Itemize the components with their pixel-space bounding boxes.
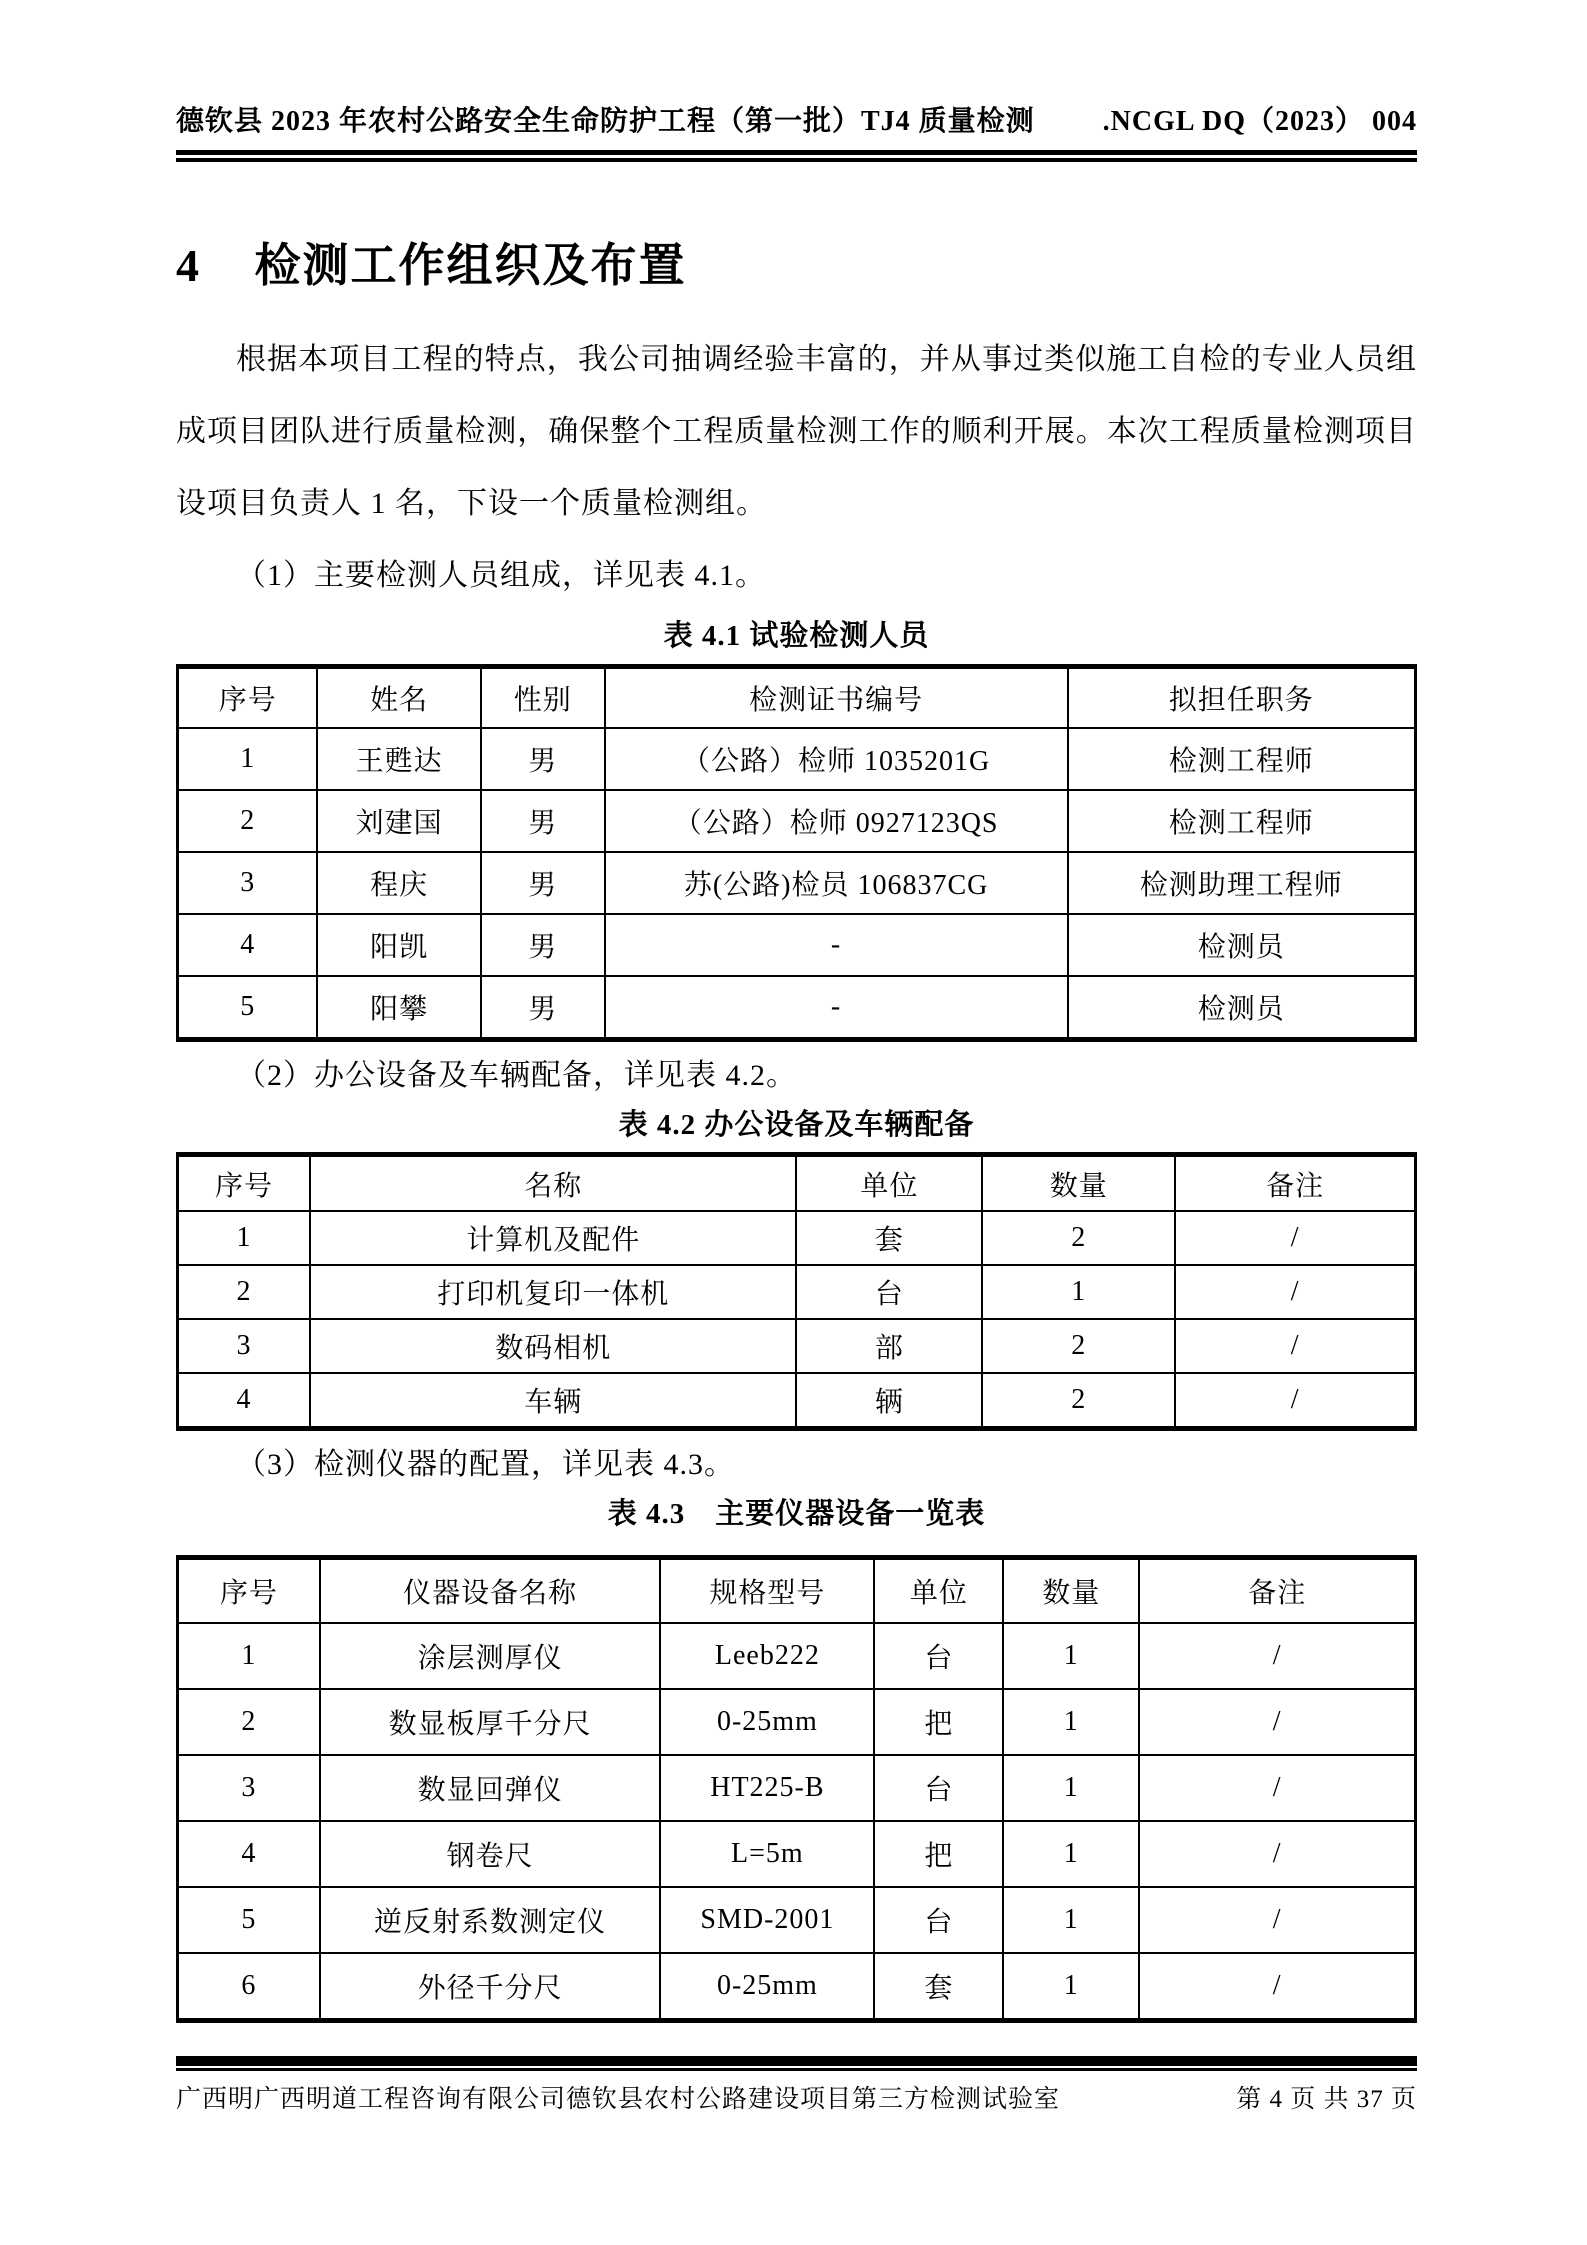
table-cell: 计算机及配件 xyxy=(310,1211,797,1265)
section-number: 4 xyxy=(176,240,199,291)
table-cell: 2 xyxy=(178,1689,320,1755)
table-cell: 程庆 xyxy=(317,852,480,914)
table-cell: 部 xyxy=(796,1319,982,1373)
table-cell: 1 xyxy=(1003,1689,1139,1755)
table-cell: 6 xyxy=(178,1953,320,2021)
header-rule-top xyxy=(176,150,1417,155)
table-cell: （公路）检师 1035201G xyxy=(605,728,1068,790)
table-cell: 男 xyxy=(481,728,605,790)
column-header: 单位 xyxy=(874,1558,1003,1624)
table-cell: - xyxy=(605,914,1068,976)
footer-line xyxy=(176,2083,1417,2117)
column-header: 规格型号 xyxy=(660,1558,874,1624)
column-header: 数量 xyxy=(982,1155,1175,1212)
table-4-2-caption: 表 4.2 办公设备及车辆配备 xyxy=(618,1109,975,1141)
table-office-equipment xyxy=(176,1152,1417,1431)
table-cell: 数显板厚千分尺 xyxy=(320,1689,660,1755)
footer-rule-thin xyxy=(176,2068,1417,2071)
table-cell: / xyxy=(1175,1211,1415,1265)
table-row xyxy=(178,1755,1416,1821)
table-cell: 打印机复印一体机 xyxy=(310,1265,797,1319)
table-cell: 1 xyxy=(1003,1821,1139,1887)
table-cell: 台 xyxy=(874,1623,1003,1689)
table-cell: 1 xyxy=(1003,1755,1139,1821)
table-row xyxy=(178,1265,1416,1319)
table-row xyxy=(178,728,1416,790)
table-cell: SMD-2001 xyxy=(660,1887,874,1953)
column-header: 仪器设备名称 xyxy=(320,1558,660,1624)
table-cell: 台 xyxy=(874,1887,1003,1953)
table-header-row xyxy=(178,667,1416,729)
table-cell: 2 xyxy=(178,1265,310,1319)
table-cell: 套 xyxy=(796,1211,982,1265)
table-cell: 1 xyxy=(1003,1887,1139,1953)
table-cell: （公路）检师 0927123QS xyxy=(605,790,1068,852)
table-row xyxy=(178,852,1416,914)
header-doc-number: .NCGL DQ（2023） 004 xyxy=(1102,106,1417,137)
table-cell: / xyxy=(1175,1373,1415,1429)
column-header: 序号 xyxy=(178,667,318,729)
table-cell: 4 xyxy=(178,1373,310,1429)
table-cell: 钢卷尺 xyxy=(320,1821,660,1887)
header-project-title: 德钦县 2023 年农村公路安全生命防护工程（第一批）TJ4 质量检测 xyxy=(176,106,1035,137)
table-cell: 0-25mm xyxy=(660,1953,874,2021)
column-header: 性别 xyxy=(481,667,605,729)
table-cell: 辆 xyxy=(796,1373,982,1429)
table-row xyxy=(178,1821,1416,1887)
table-cell: / xyxy=(1139,1887,1415,1953)
table-4-3-caption: 表 4.3 主要仪器设备一览表 xyxy=(607,1498,986,1530)
table-cell: 检测员 xyxy=(1068,914,1416,976)
table-cell: 1 xyxy=(1003,1623,1139,1689)
table-cell: 王甦达 xyxy=(317,728,480,790)
table-cell: 阳凯 xyxy=(317,914,480,976)
column-header: 序号 xyxy=(178,1155,310,1212)
page-footer xyxy=(176,2056,1417,2117)
table-cell: 2 xyxy=(178,790,318,852)
column-header: 单位 xyxy=(796,1155,982,1212)
table-cell: 5 xyxy=(178,1887,320,1953)
table-cell: 男 xyxy=(481,790,605,852)
table-row xyxy=(178,914,1416,976)
table-cell: L=5m xyxy=(660,1821,874,1887)
table-cell: 数码相机 xyxy=(310,1319,797,1373)
table-cell: / xyxy=(1139,1689,1415,1755)
table-cell: HT225-B xyxy=(660,1755,874,1821)
table-row xyxy=(178,790,1416,852)
column-header: 序号 xyxy=(178,1558,320,1624)
table-cell: 4 xyxy=(178,914,318,976)
page-header xyxy=(176,104,1417,162)
table-cell: 台 xyxy=(874,1755,1003,1821)
table-cell: 2 xyxy=(982,1373,1175,1429)
header-rule-bottom xyxy=(176,158,1417,162)
table-header-row xyxy=(178,1155,1416,1212)
table-cell: 阳攀 xyxy=(317,976,480,1040)
table-row xyxy=(178,1373,1416,1429)
table-row xyxy=(178,1319,1416,1373)
table-cell: 0-25mm xyxy=(660,1689,874,1755)
table-row xyxy=(178,1953,1416,2021)
table-4-1-caption: 表 4.1 试验检测人员 xyxy=(663,620,930,652)
table-cell: 检测工程师 xyxy=(1068,790,1416,852)
table-cell: 检测助理工程师 xyxy=(1068,852,1416,914)
table-row xyxy=(178,976,1416,1040)
footer-rule-thick xyxy=(176,2056,1417,2066)
table-cell: 1 xyxy=(178,1211,310,1265)
table-cell: 外径千分尺 xyxy=(320,1953,660,2021)
column-header: 备注 xyxy=(1139,1558,1415,1624)
footer-page-number: 第 4 页 共 37 页 xyxy=(1236,2086,1417,2113)
paragraph-note-1: （1）主要检测人员组成，详见表 4.1。 xyxy=(236,559,766,592)
table-cell: 把 xyxy=(874,1689,1003,1755)
table-cell: 2 xyxy=(982,1319,1175,1373)
section-heading xyxy=(176,236,1417,296)
table-cell: 男 xyxy=(481,852,605,914)
table-cell: 1 xyxy=(982,1265,1175,1319)
column-header: 拟担任职务 xyxy=(1068,667,1416,729)
table-cell: Leeb222 xyxy=(660,1623,874,1689)
table-cell: - xyxy=(605,976,1068,1040)
paragraph-note-2: （2）办公设备及车辆配备，详见表 4.2。 xyxy=(236,1059,797,1092)
table-cell: 3 xyxy=(178,1319,310,1373)
table-personnel xyxy=(176,664,1417,1042)
table-row xyxy=(178,1887,1416,1953)
table-cell: 车辆 xyxy=(310,1373,797,1429)
table-cell: 2 xyxy=(982,1211,1175,1265)
table-cell: / xyxy=(1139,1821,1415,1887)
table-cell: 苏(公路)检员 106837CG xyxy=(605,852,1068,914)
section-title: 检测工作组织及布置 xyxy=(254,240,687,291)
column-header: 名称 xyxy=(310,1155,797,1212)
table-cell: 涂层测厚仪 xyxy=(320,1623,660,1689)
table-cell: / xyxy=(1139,1755,1415,1821)
column-header: 备注 xyxy=(1175,1155,1415,1212)
table-cell: 5 xyxy=(178,976,318,1040)
table-cell: 逆反射系数测定仪 xyxy=(320,1887,660,1953)
paragraph-note-3: （3）检测仪器的配置，详见表 4.3。 xyxy=(236,1448,735,1481)
table-cell: 套 xyxy=(874,1953,1003,2021)
table-cell: / xyxy=(1175,1319,1415,1373)
table-cell: 检测工程师 xyxy=(1068,728,1416,790)
column-header: 数量 xyxy=(1003,1558,1139,1624)
header-rule xyxy=(176,150,1417,162)
table-cell: 数显回弹仪 xyxy=(320,1755,660,1821)
table-cell: 检测员 xyxy=(1068,976,1416,1040)
column-header: 姓名 xyxy=(317,667,480,729)
column-header: 检测证书编号 xyxy=(605,667,1068,729)
table-cell: 把 xyxy=(874,1821,1003,1887)
table-cell: 3 xyxy=(178,1755,320,1821)
table-cell: 3 xyxy=(178,852,318,914)
table-header-row xyxy=(178,1558,1416,1624)
table-cell: 台 xyxy=(796,1265,982,1319)
table-row xyxy=(178,1623,1416,1689)
table-cell: / xyxy=(1139,1623,1415,1689)
table-row xyxy=(178,1689,1416,1755)
table-cell: / xyxy=(1139,1953,1415,2021)
table-row xyxy=(178,1211,1416,1265)
table-cell: 4 xyxy=(178,1821,320,1887)
footer-organization: 广西明广西明道工程咨询有限公司德钦县农村公路建设项目第三方检测试验室 xyxy=(176,2086,1061,2113)
table-cell: 男 xyxy=(481,976,605,1040)
table-cell: 1 xyxy=(1003,1953,1139,2021)
header-line xyxy=(176,104,1417,140)
table-instruments xyxy=(176,1555,1417,2023)
footer-rule xyxy=(176,2056,1417,2071)
table-cell: 刘建国 xyxy=(317,790,480,852)
table-cell: / xyxy=(1175,1265,1415,1319)
table-cell: 男 xyxy=(481,914,605,976)
table-cell: 1 xyxy=(178,1623,320,1689)
table-cell: 1 xyxy=(178,728,318,790)
intro-paragraph: 根据本项目工程的特点，我公司抽调经验丰富的，并从事过类似施工自检的专业人员组成项目团队进行质量检测，确保整个工程质量检测工作的顺利开展。本次工程质量检测项目设项目负责人 1 名，下设一个质量检测组。 xyxy=(176,343,1417,520)
